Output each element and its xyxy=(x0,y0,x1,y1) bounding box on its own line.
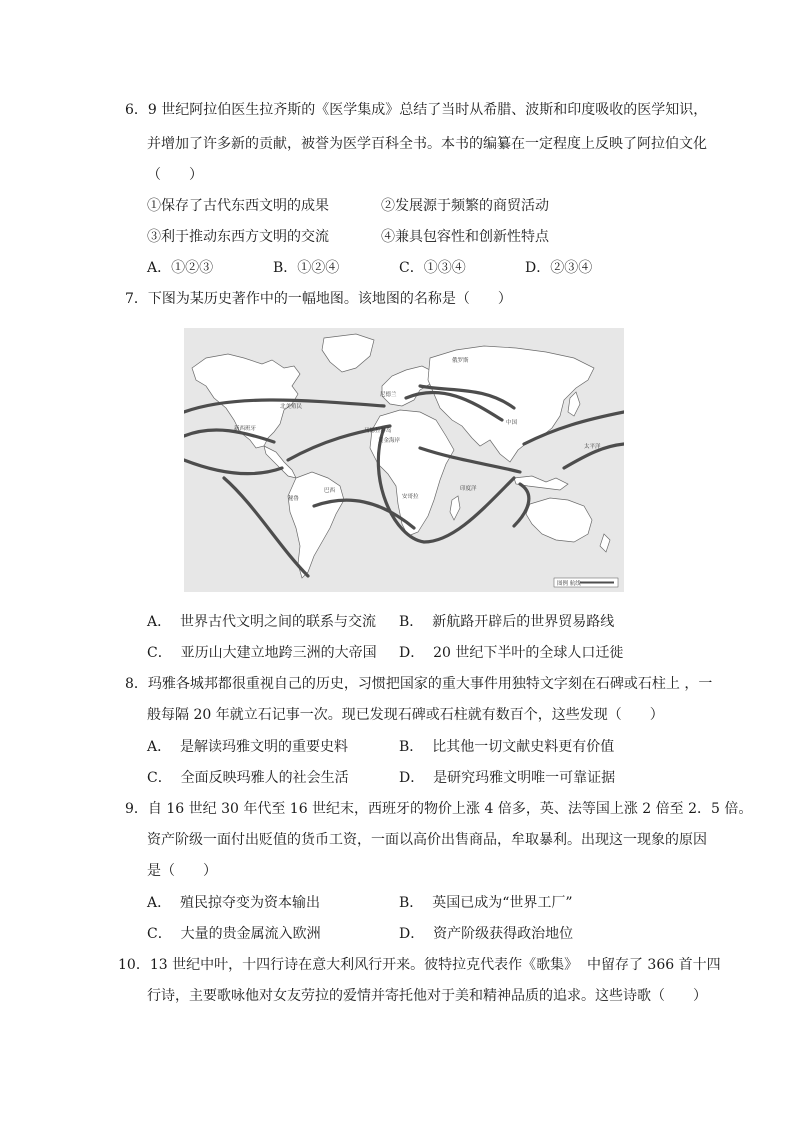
label-pacific: 太平洋 xyxy=(584,444,601,450)
q6-option-b[interactable]: B．①②④ xyxy=(273,260,340,276)
q6-item-4: ④兼具包容性和创新性特点 xyxy=(381,229,549,245)
label-north-america-colony: 北美殖民 xyxy=(280,404,303,410)
label-madeira: 马德拉群岛 xyxy=(364,428,392,434)
q7-option-a[interactable]: A． 世界古代文明之间的联系与交流 xyxy=(147,614,377,630)
q6-stem-line-1: 6．9 世纪阿拉伯医生拉齐斯的《医学集成》总结了当时从希腊、波斯和印度吸收的医学知识， xyxy=(125,102,708,118)
map-svg xyxy=(184,328,624,592)
map-legend xyxy=(554,578,618,587)
label-brazil: 巴西 xyxy=(324,488,336,494)
q6-option-d[interactable]: D．②③④ xyxy=(525,260,593,276)
q6-answer-paren: （ ） xyxy=(147,167,203,183)
q8-option-b[interactable]: B． 比其他一切文献史料更有价值 xyxy=(399,739,615,755)
q10-stem-line-2: 行诗，主要歌咏他对女友劳拉的爱情并寄托他对于美和精神品质的追求。这些诗歌（ ） xyxy=(147,988,707,1004)
q9-option-c[interactable]: C． 大量的贵金属流入欧洲 xyxy=(147,926,321,942)
label-new-spain: 新西班牙 xyxy=(234,426,257,432)
q6-option-c[interactable]: C．①③④ xyxy=(399,260,466,276)
q9-stem-line-1: 9．自 16 世纪 30 年代至 16 世纪末，西班牙的物价上涨 4 倍多，英、法等国上涨 2 倍至 2．5 倍。 xyxy=(125,801,753,817)
q9-option-a[interactable]: A． 殖民掠夺变为资本输出 xyxy=(147,895,321,911)
q6-item-2: ②发展源于频繁的商贸活动 xyxy=(381,198,549,214)
q9-option-d[interactable]: D． 资产阶级获得政治地位 xyxy=(399,926,574,942)
q9-option-b[interactable]: B． 英国已成为“世界工厂” xyxy=(399,895,573,911)
q8-option-a[interactable]: A． 是解读玛雅文明的重要史料 xyxy=(147,739,349,755)
legend-label: 图例 航线 xyxy=(557,581,581,587)
q6-option-a[interactable]: A．①②③ xyxy=(147,260,214,276)
q6-item-3: ③利于推动东西方文明的交流 xyxy=(147,229,329,245)
q7-stem-line-1: 7．下图为某历史著作中的一幅地图。该地图的名称是（ ） xyxy=(125,291,512,307)
world-trade-route-map xyxy=(184,328,624,592)
q7-option-d[interactable]: D． 20 世纪下半叶的全球人口迁徙 xyxy=(399,645,624,661)
label-china: 中国 xyxy=(506,420,518,426)
label-netherlands: 尼德兰 xyxy=(380,392,397,398)
label-indian-ocean: 印度洋 xyxy=(460,486,477,492)
q7-option-b[interactable]: B． 新航路开辟后的世界贸易路线 xyxy=(399,614,615,630)
label-angola: 安哥拉 xyxy=(402,494,419,500)
q8-stem-line-1: 8．玛雅各城邦都很重视自己的历史，习惯把国家的重大事件用独特文字刻在石碑或石柱上 ，一 xyxy=(125,676,713,692)
label-gold-coast: 黄金海岸 xyxy=(378,438,401,444)
q10-stem-line-1: 10．13 世纪中叶，十四行诗在意大利风行开来。彼特拉克代表作《歌集》 中留存了 366 首十四 xyxy=(118,957,721,973)
q8-option-c[interactable]: C． 全面反映玛雅人的社会生活 xyxy=(147,770,349,786)
q8-stem-line-2: 般每隔 20 年就立石记事一次。现已发现石碑或石柱就有数百个，这些发现（ ） xyxy=(147,707,664,723)
label-peru: 秘鲁 xyxy=(288,496,300,502)
label-russia: 俄罗斯 xyxy=(452,358,469,364)
q9-stem-line-3: 是（ ） xyxy=(147,863,217,879)
q6-item-1: ①保存了古代东西文明的成果 xyxy=(147,198,329,214)
q8-option-d[interactable]: D． 是研究玛雅文明唯一可靠证据 xyxy=(399,770,616,786)
q7-option-c[interactable]: C． 亚历山大建立地跨三洲的大帝国 xyxy=(147,645,377,661)
q9-stem-line-2: 资产阶级一面付出贬值的货币工资，一面以高价出售商品，牟取暴利。出现这一现象的原因 xyxy=(147,832,707,848)
q6-stem-line-2: 并增加了许多新的贡献，被誉为医学百科全书。本书的编纂在一定程度上反映了阿拉伯文化 xyxy=(147,136,707,152)
